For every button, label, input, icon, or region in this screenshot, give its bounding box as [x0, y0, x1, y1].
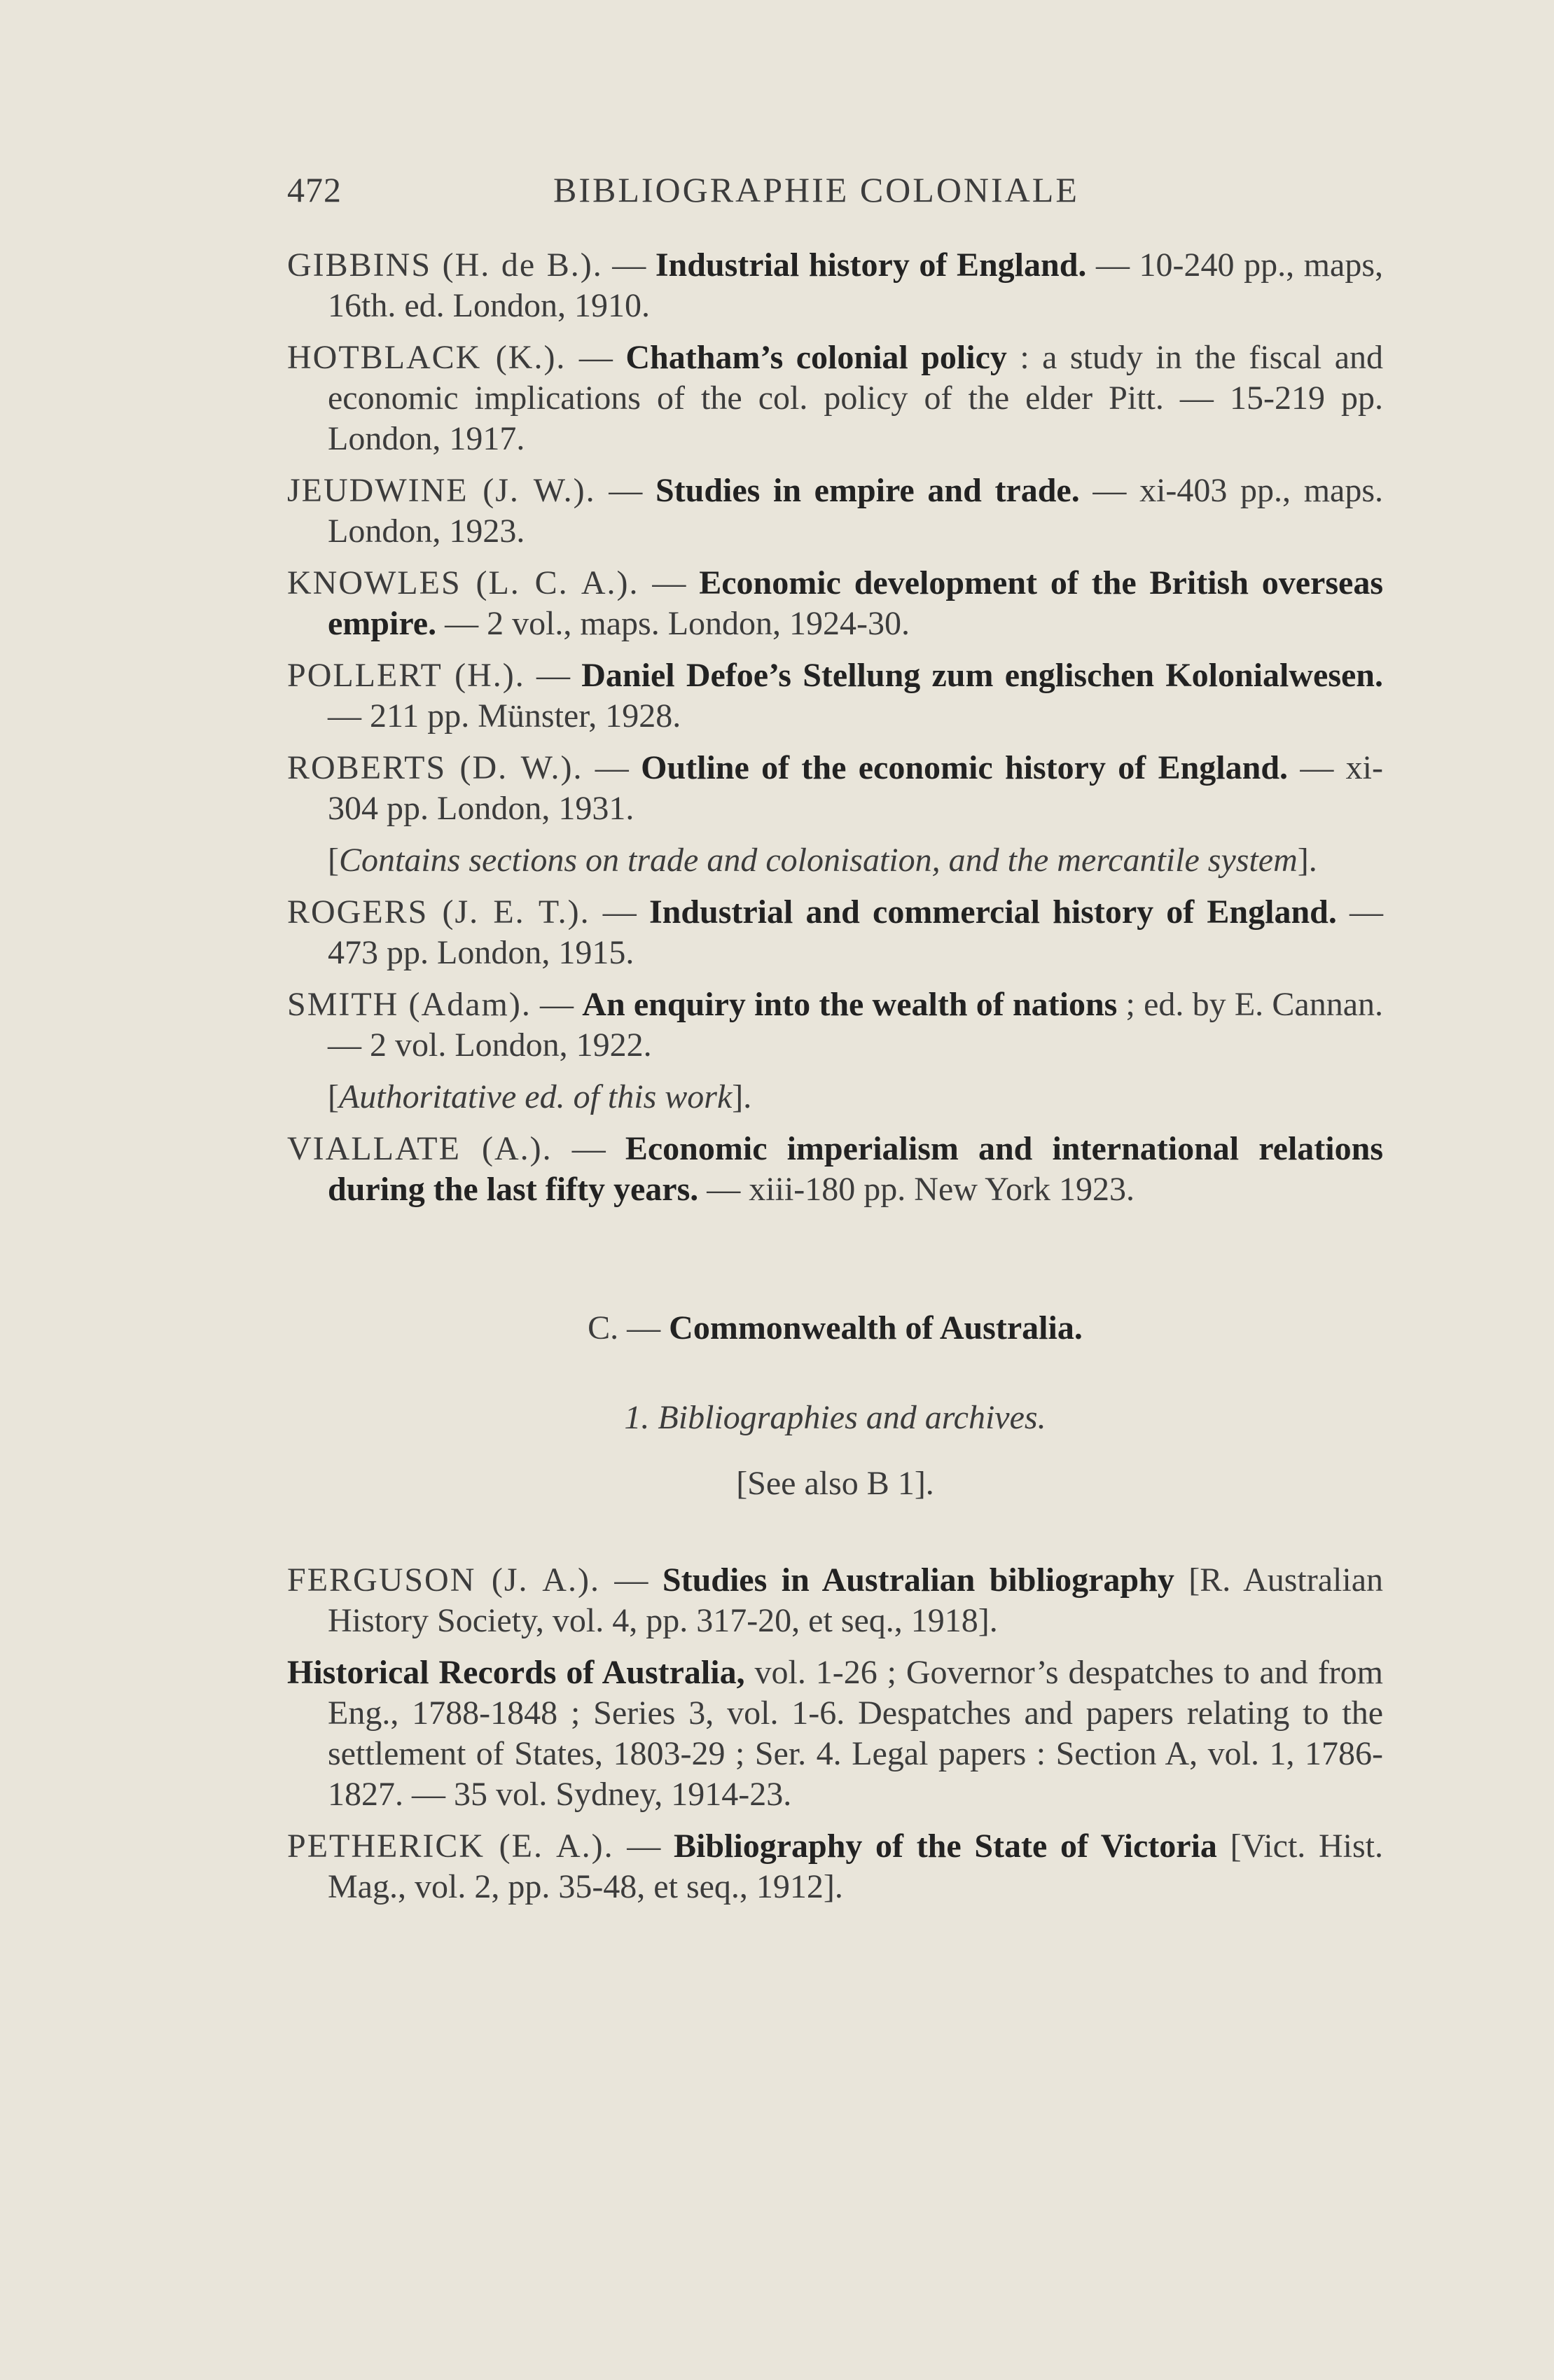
- entry-details: : a study in the fiscal and economic implications of the col. policy of the elder Pitt. — 15-219 pp. London, 1917.: [328, 339, 1384, 457]
- entry-separator: —: [525, 657, 582, 694]
- entry-note: [Authoritative ed. of this work].: [328, 1078, 752, 1115]
- bibliography-entry: [287, 655, 1383, 737]
- bibliography-entry: [287, 245, 1383, 326]
- entry-author: KNOWLES (L. C. A.).: [287, 564, 639, 601]
- entry-separator: —: [552, 1130, 625, 1167]
- entry-author: ROBERTS (D. W.).: [287, 749, 583, 786]
- page-number: 472: [287, 170, 342, 209]
- section-letter: C. —: [588, 1309, 670, 1346]
- entry-list-britain: [287, 245, 1383, 1210]
- entry-note: [Contains sections on trade and colonisation, and the mercantile system].: [328, 842, 1317, 879]
- bibliography-entry: [287, 1560, 1383, 1641]
- entry-details: [Vict. Hist. Mag., vol. 2, pp. 35-48, et seq., 1912].: [328, 1828, 1383, 1905]
- bibliography-entry: [287, 337, 1383, 459]
- entry-title: Historical Records of Australia,: [287, 1654, 745, 1691]
- entry-details: — 473 pp. London, 1915.: [328, 893, 1383, 971]
- entry-title: Economic development of the British overseas empire.: [328, 564, 1384, 642]
- entry-separator: —: [531, 986, 583, 1023]
- entry-author: HOTBLACK (K.).: [287, 339, 567, 376]
- entry-title: Daniel Defoe’s Stellung zum englischen Kolonialwesen.: [581, 657, 1384, 694]
- entry-note-text: Contains sections on trade and colonisation, and the mercantile system: [338, 842, 1298, 879]
- section-title: Commonwealth of Australia.: [669, 1309, 1083, 1346]
- entry-author: SMITH (Adam).: [287, 986, 532, 1023]
- entry-details: ; ed. by E. Cannan. — 2 vol. London, 1922.: [328, 986, 1384, 1064]
- entry-details: vol. 1-26 ; Governor’s despatches to and from Eng., 1788-1848 ; Series 3, vol. 1-6. Despatches and papers relating to the settlement of States, 1803-29 ; Ser. 4. Legal papers : Section A, vol. 1, 1786-1827. — 35 vol. Sydney, 1914-23.: [328, 1654, 1384, 1813]
- bibliography-entry: [287, 1826, 1383, 1907]
- entry-title: Studies in Australian bibliography: [662, 1561, 1174, 1599]
- bibliography-entry: [287, 984, 1383, 1066]
- entry-details: — xiii-180 pp. New York 1923.: [698, 1171, 1135, 1208]
- bibliography-entry: [287, 563, 1383, 644]
- entry-separator: —: [639, 564, 700, 601]
- bibliography-entry: [287, 1129, 1383, 1210]
- entry-title: Chatham’s colonial policy: [625, 339, 1007, 376]
- bibliography-entry: [287, 471, 1383, 552]
- entry-separator: —: [590, 893, 649, 931]
- entry-separator: —: [583, 749, 641, 786]
- subsection-heading: 1. Bibliographies and archives.: [624, 1399, 1046, 1436]
- entry-separator: —: [613, 1828, 674, 1865]
- entry-separator: —: [566, 339, 626, 376]
- section-heading: [287, 1308, 1383, 1349]
- entry-details: — 10-240 pp., maps, 16th. ed. London, 1910.: [328, 246, 1384, 324]
- entry-title: Economic imperialism and international relations during the last fifty years.: [328, 1130, 1383, 1208]
- bibliography-entry: [287, 1652, 1383, 1815]
- entry-details: — xi-304 pp. London, 1931.: [328, 749, 1383, 827]
- entry-details: — 2 vol., maps. London, 1924-30.: [436, 605, 910, 642]
- page-content: [287, 245, 1383, 1919]
- page-header: [287, 169, 1387, 218]
- entry-author: GIBBINS (H. de B.).: [287, 246, 603, 284]
- bibliography-entry: [287, 892, 1383, 973]
- entry-note-text: Authoritative ed. of this work: [338, 1078, 733, 1115]
- entry-details: — xi-403 pp., maps. London, 1923.: [328, 472, 1384, 550]
- entry-author: POLLERT (H.).: [287, 657, 525, 694]
- entry-author: ROGERS (J. E. T.).: [287, 893, 590, 931]
- entry-details: — 211 pp. Münster, 1928.: [328, 697, 681, 735]
- entry-title: Bibliography of the State of Victoria: [673, 1828, 1217, 1865]
- entry-title: An enquiry into the wealth of nations: [582, 986, 1118, 1023]
- bibliography-entry: [287, 748, 1383, 829]
- entry-author: FERGUSON (J. A.).: [287, 1561, 600, 1599]
- entry-separator: —: [602, 246, 655, 284]
- entry-title: Studies in empire and trade.: [655, 472, 1080, 509]
- entry-list-australia: [287, 1560, 1383, 1907]
- entry-author: JEUDWINE (J. W.).: [287, 472, 596, 509]
- entry-separator: —: [595, 472, 655, 509]
- entry-details: [R. Australian History Society, vol. 4, pp. 317-20, et seq., 1918].: [328, 1561, 1384, 1639]
- entry-title: Outline of the economic history of England.: [641, 749, 1289, 786]
- running-title: BIBLIOGRAPHIE COLONIALE: [553, 170, 1079, 209]
- entry-title: Industrial and commercial history of England.: [648, 893, 1337, 931]
- see-also-note: [See also B 1].: [736, 1465, 934, 1502]
- entry-author: VIALLATE (A.).: [287, 1130, 553, 1167]
- entry-author: PETHERICK (E. A.).: [287, 1828, 614, 1865]
- entry-separator: —: [599, 1561, 662, 1599]
- entry-title: Industrial history of England.: [655, 246, 1087, 284]
